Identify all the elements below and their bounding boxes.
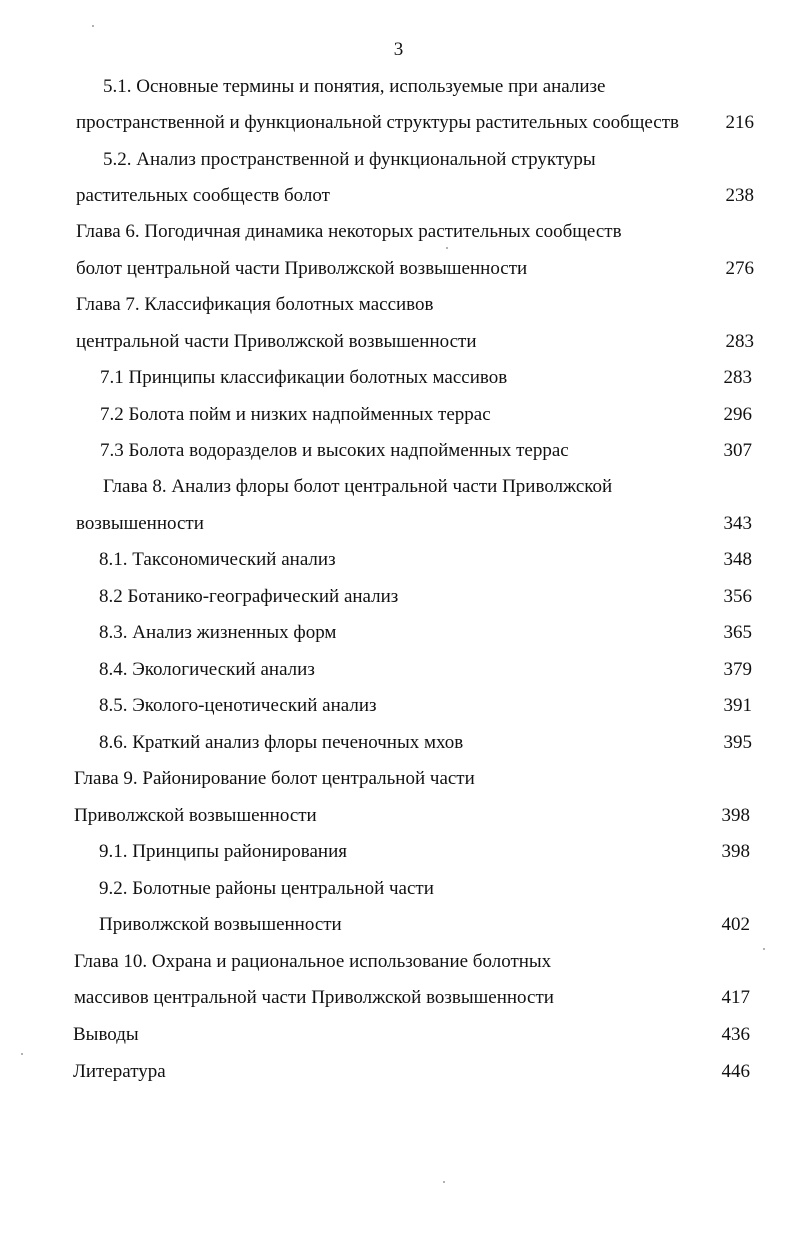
toc-line	[0, 291, 797, 319]
scan-speck	[446, 247, 448, 249]
toc-line-page: 216	[725, 112, 754, 133]
toc-line-text: Литература	[73, 1061, 166, 1082]
toc-line	[0, 328, 797, 356]
toc-line-page: 348	[723, 549, 752, 570]
toc-line-text: 8.6. Краткий анализ флоры печеночных мхов	[99, 732, 464, 753]
toc-line	[0, 948, 797, 976]
toc-line	[0, 401, 797, 429]
toc-line-text: 7.1 Принципы классификации болотных массивов	[100, 367, 508, 388]
toc-line-page: 391	[723, 695, 752, 716]
toc-line-text: 5.1. Основные термины и понятия, используемые при анализе	[103, 76, 606, 97]
toc-line-text: 9.1. Принципы районирования	[99, 841, 347, 862]
toc-line	[0, 1021, 797, 1049]
toc-line-text: растительных сообществ болот	[76, 185, 330, 206]
toc-line	[0, 984, 797, 1012]
toc-line	[0, 765, 797, 793]
toc-line-page: 398	[721, 841, 750, 862]
toc-line-text: Глава 8. Анализ флоры болот центральной части Приволжской	[103, 476, 613, 497]
toc-line-text: 9.2. Болотные районы центральной части	[99, 878, 434, 899]
toc-line-page: 379	[723, 659, 752, 680]
toc-line	[0, 109, 797, 137]
toc-line-text: 7.2 Болота пойм и низких надпойменных террас	[100, 404, 491, 425]
toc-line-text: 8.3. Анализ жизненных форм	[99, 622, 337, 643]
toc-line	[0, 802, 797, 830]
toc-line	[0, 656, 797, 684]
toc-line	[0, 364, 797, 392]
toc-line	[0, 182, 797, 210]
toc-line-text: 8.1. Таксономический анализ	[99, 549, 336, 570]
toc-line	[0, 911, 797, 939]
toc-line	[0, 692, 797, 720]
toc-line-page: 238	[725, 185, 754, 206]
toc-line-page: 343	[723, 513, 752, 534]
toc-line-page: 395	[723, 732, 752, 753]
toc-line	[0, 729, 797, 757]
toc-line-text: 8.5. Эколого-ценотический анализ	[99, 695, 377, 716]
toc-line-page: 276	[725, 258, 754, 279]
toc-line	[0, 437, 797, 465]
toc-line-page: 296	[723, 404, 752, 425]
toc-line-text: пространственной и функциональной структуры растительных сообществ	[76, 112, 679, 133]
toc-line-page: 283	[725, 331, 754, 352]
page-number: 3	[393, 39, 404, 60]
scan-speck	[763, 948, 765, 950]
toc-line	[0, 875, 797, 903]
toc-line	[0, 1058, 797, 1086]
toc-line-page: 402	[721, 914, 750, 935]
toc-line-text: Глава 7. Классификация болотных массивов	[76, 294, 434, 315]
toc-line	[0, 73, 797, 101]
toc-line-text: центральной части Приволжской возвышенности	[76, 331, 477, 352]
toc-line-page: 283	[723, 367, 752, 388]
toc-line	[0, 838, 797, 866]
toc-line	[0, 473, 797, 501]
toc-line-page: 365	[723, 622, 752, 643]
toc-line-page: 446	[721, 1061, 750, 1082]
toc-line-text: Глава 9. Районирование болот центральной части	[74, 768, 475, 789]
toc-line-text: массивов центральной части Приволжской возвышенности	[74, 987, 554, 1008]
toc-line-page: 356	[723, 586, 752, 607]
toc-line-page: 417	[721, 987, 750, 1008]
toc-line-page: 307	[723, 440, 752, 461]
toc-line-page: 436	[721, 1024, 750, 1045]
toc-line-text: Приволжской возвышенности	[74, 805, 317, 826]
scan-speck	[92, 25, 94, 27]
toc-line-text: возвышенности	[76, 513, 204, 534]
toc-line-text: Приволжской возвышенности	[99, 914, 342, 935]
toc-line	[0, 146, 797, 174]
toc-line-text: Выводы	[73, 1024, 139, 1045]
scan-speck	[443, 1181, 445, 1183]
toc-line	[0, 218, 797, 246]
toc-line-text: 5.2. Анализ пространственной и функциональной структуры	[103, 149, 596, 170]
toc-line-text: 8.4. Экологический анализ	[99, 659, 315, 680]
toc-line	[0, 546, 797, 574]
toc-line-page: 398	[721, 805, 750, 826]
toc-line	[0, 510, 797, 538]
toc-line-text: Глава 10. Охрана и рациональное использование болотных	[74, 951, 552, 972]
toc-line	[0, 619, 797, 647]
toc-line-text: болот центральной части Приволжской возвышенности	[76, 258, 528, 279]
toc-line-text: Глава 6. Погодичная динамика некоторых растительных сообществ	[76, 221, 622, 242]
toc-line	[0, 583, 797, 611]
toc-line-text: 7.3 Болота водоразделов и высоких надпойменных террас	[100, 440, 569, 461]
scan-speck	[21, 1053, 23, 1055]
toc-line-text: 8.2 Ботанико-географический анализ	[99, 586, 399, 607]
toc-line	[0, 255, 797, 283]
